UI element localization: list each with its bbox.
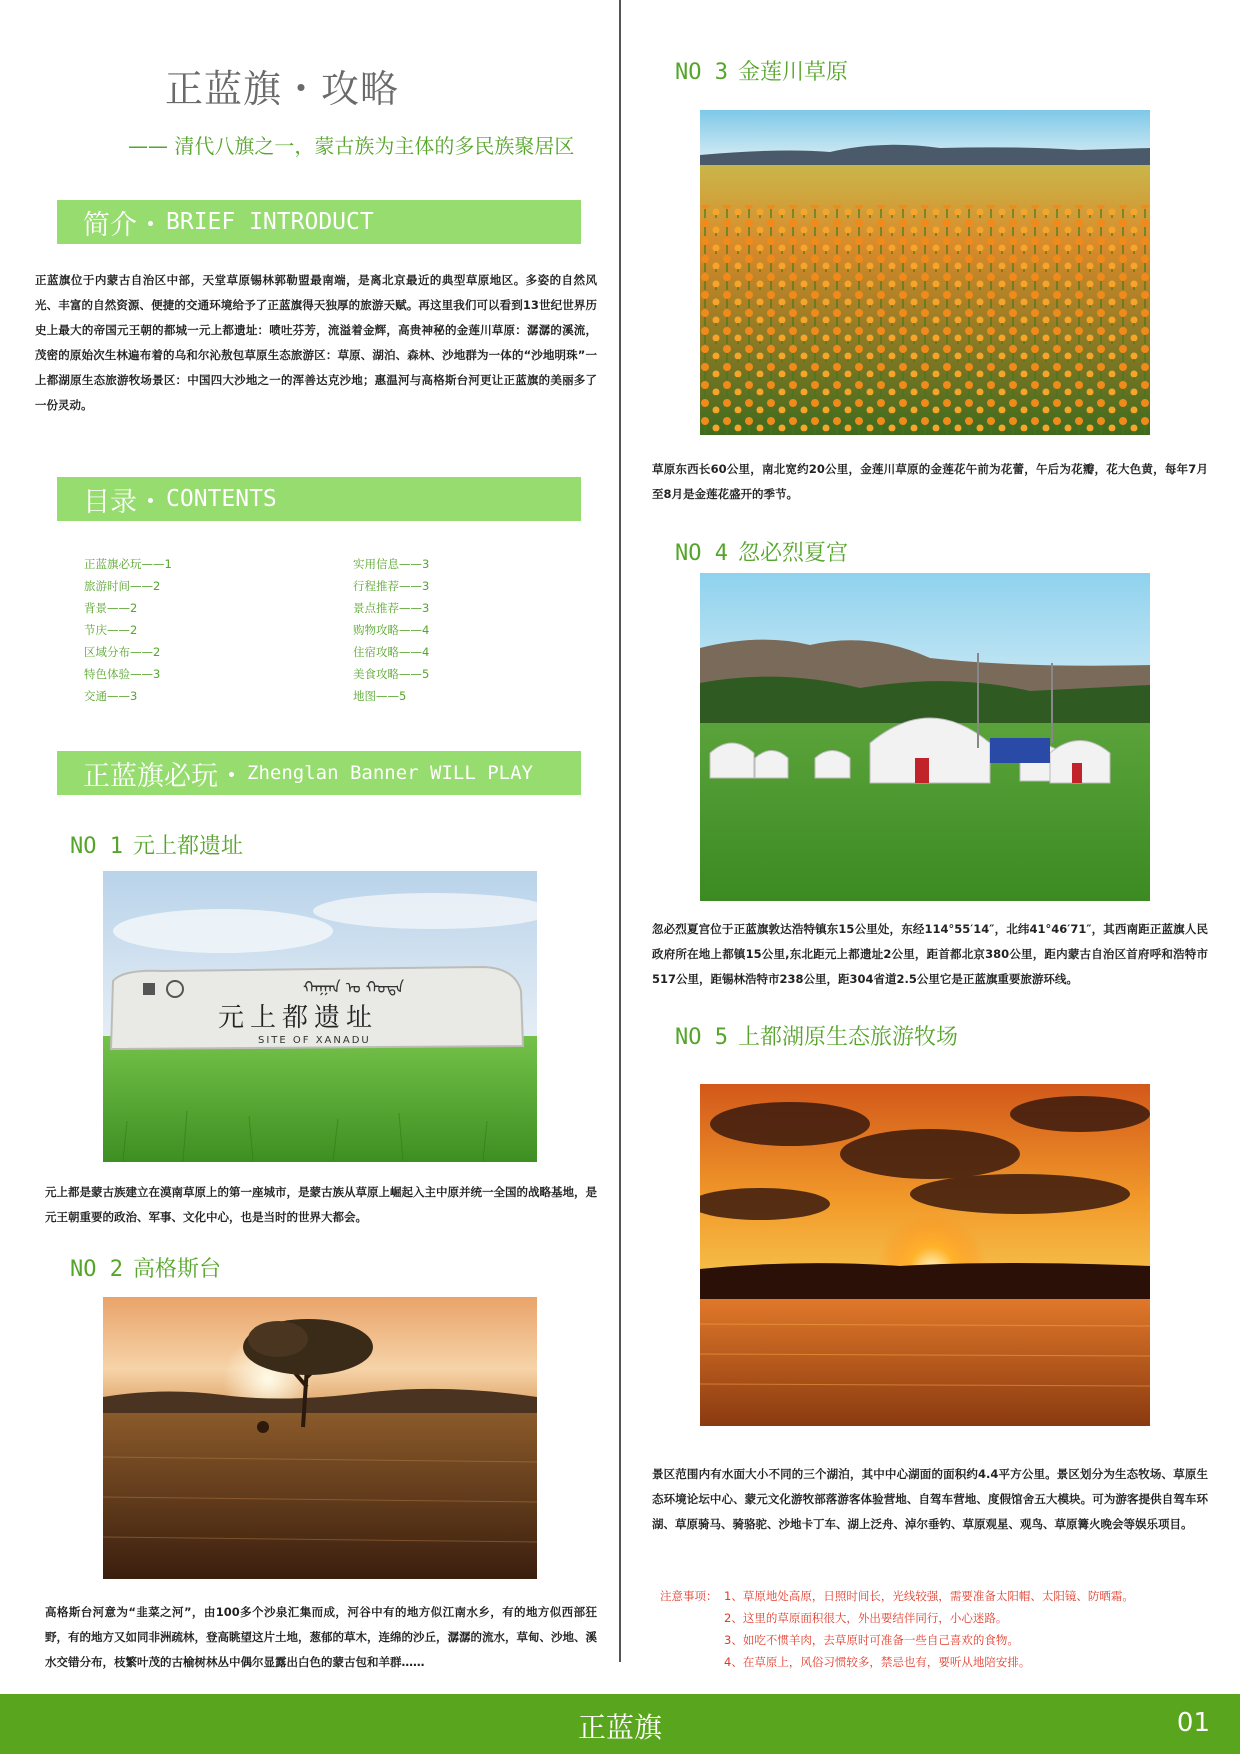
toc-item[interactable]: 购物攻略——4 bbox=[353, 623, 430, 637]
stone-chinese-text: 元上都遗址 bbox=[218, 1003, 379, 1033]
note-line-3: 3、如吃不惯羊肉，去草原时可准备一些自己喜欢的食物。 bbox=[724, 1633, 1019, 1647]
unesco-emblem-icon bbox=[143, 983, 155, 995]
item-5-number: NO 5 bbox=[675, 1025, 728, 1050]
intro-section-bar bbox=[57, 200, 581, 244]
page-subtitle: —— 清代八旗之一，蒙古族为主体的多民族聚居区 bbox=[128, 134, 575, 158]
must-play-heading-en: Zhenglan Banner WILL PLAY bbox=[247, 762, 533, 784]
intro-heading-zh: 简介・ bbox=[83, 209, 164, 241]
item-3-heading bbox=[675, 55, 848, 86]
item-1-heading bbox=[70, 829, 243, 860]
page-number: 01 bbox=[1176, 1708, 1210, 1738]
toc-item[interactable]: 实用信息——3 bbox=[353, 557, 430, 571]
toc-item[interactable]: 正蓝旗必玩——1 bbox=[84, 557, 172, 571]
stone-english-text: SITE OF XANADU bbox=[258, 1035, 371, 1046]
column-divider bbox=[619, 0, 621, 1662]
contents-heading-en: CONTENTS bbox=[166, 486, 277, 512]
item-5-name: 上都湖原生态旅游牧场 bbox=[737, 1025, 958, 1050]
toc-item[interactable]: 地图——5 bbox=[353, 689, 407, 703]
item-4-text: 忽必烈夏宫位于正蓝旗敦达浩特镇东15公里处，东经114°55′14″，北纬41°46′71″，其西南距正蓝旗人民政府所在地上都镇15公里,东北距元上都遗址2公里，距首都北京380公里，距内蒙古自治区首府呼和浩特市517公里，距锡林浩特市238公里，距304省道2.5公里它是正蓝旗重要旅游环线。 bbox=[652, 922, 1208, 986]
item-3-text: 草原东西长60公里，南北宽约20公里，金莲川草原的金莲花午前为花蕾，午后为花瓣，花大色黄，每年7月至8月是金莲花盛开的季节。 bbox=[652, 462, 1208, 501]
toc-left-column bbox=[84, 553, 172, 707]
contents-heading-zh: 目录・ bbox=[83, 486, 164, 518]
toc-item[interactable]: 旅游时间——2 bbox=[84, 579, 161, 593]
jinlianchuan-photo bbox=[700, 110, 1150, 435]
toc-item[interactable]: 区域分布——2 bbox=[84, 645, 161, 659]
item-2-number: NO 2 bbox=[70, 1257, 123, 1282]
stone-mongolian-text: ᠬᠠᠭᠠᠨ ᠤ ᠬᠣᠲᠠ bbox=[303, 978, 405, 997]
toc-item[interactable]: 美食攻略——5 bbox=[353, 667, 430, 681]
item-5-heading bbox=[675, 1020, 958, 1051]
summer-palace-photo bbox=[700, 573, 1150, 901]
toc-item[interactable]: 背景——2 bbox=[84, 601, 138, 615]
toc-item[interactable]: 节庆——2 bbox=[84, 623, 138, 637]
toc-item[interactable]: 交通——3 bbox=[84, 689, 138, 703]
note-line-2: 2、这里的草原面积很大，外出要结伴同行，小心迷路。 bbox=[724, 1611, 1008, 1625]
shangdu-lake-photo bbox=[700, 1084, 1150, 1426]
must-play-heading-zh: 正蓝旗必玩・ bbox=[83, 760, 245, 792]
toc-right-column bbox=[353, 553, 429, 707]
item-4-heading bbox=[675, 536, 848, 567]
toc-item[interactable]: 特色体验——3 bbox=[84, 667, 161, 681]
item-4-name: 忽必烈夏宫 bbox=[737, 541, 848, 566]
item-1-text: 元上都是蒙古族建立在漠南草原上的第一座城市，是蒙古族从草原上崛起入主中原并统一全国的战略基地，是元王朝重要的政治、军事、文化中心，也是当时的世界大都会。 bbox=[45, 1185, 597, 1224]
toc-item[interactable]: 住宿攻略——4 bbox=[353, 645, 430, 659]
item-2-name: 高格斯台 bbox=[132, 1257, 221, 1282]
xanadu-site-photo bbox=[103, 871, 537, 1162]
gaogesitai-photo bbox=[103, 1297, 537, 1579]
item-1-name: 元上都遗址 bbox=[132, 834, 243, 859]
toc-item[interactable]: 行程推荐——3 bbox=[353, 579, 430, 593]
note-line-1: 1、草原地处高原，日照时间长，光线较强，需要准备太阳帽、太阳镜、防晒霜。 bbox=[724, 1589, 1134, 1603]
item-3-number: NO 3 bbox=[675, 60, 728, 85]
notes-label: 注意事项： bbox=[660, 1589, 718, 1603]
page-title: 正蓝旗・攻略 bbox=[165, 67, 400, 111]
intro-heading-en: BRIEF INTRODUCT bbox=[166, 209, 374, 235]
must-play-section-bar bbox=[57, 751, 581, 795]
intro-text: 正蓝旗位于内蒙古自治区中部，天堂草原锡林郭勒盟最南端，是离北京最近的典型草原地区。多姿的自然风光、丰富的自然资源、便捷的交通环境给予了正蓝旗得天独厚的旅游天赋。再这里我们可以看到13世纪世界历史上最大的帝国元王朝的都城一元上都遗址：喷吐芬芳，流溢着金辉，高贵神秘的金莲川草原：潺潺的溪流，茂密的原始次生林遍布着的乌和尔沁敖包草原生态旅游区：草原、湖泊、森林、沙地群为一体的“沙地明珠”一上都湖原生态旅游牧场景区：中国四大沙地之一的浑善达克沙地；惠温河与高格斯台河更让正蓝旗的美丽多了一份灵动。 bbox=[35, 273, 597, 412]
item-5-text: 景区范围内有水面大小不同的三个湖泊，其中中心湖面的面积约4.4平方公里。景区划分为生态牧场、草原生态环境论坛中心、蒙元文化游牧部落游客体验营地、自驾车营地、度假馆舍五大模块。可为游客提供自驾车环湖、草原骑马、骑骆驼、沙地卡丁车、湖上泛舟、淖尔垂钓、草原观星、观鸟、草原篝火晚会等娱乐项目。 bbox=[652, 1467, 1208, 1531]
item-3-name: 金莲川草原 bbox=[737, 60, 848, 85]
footer-title: 正蓝旗 bbox=[577, 1711, 662, 1744]
contents-section-bar bbox=[57, 477, 581, 521]
item-2-text: 高格斯台河意为“韭菜之河”，由100多个沙泉汇集而成，河谷中有的地方似江南水乡，有的地方似西部狂野，有的地方又如同非洲疏林，登高眺望这片土地，葱郁的草木，连绵的沙丘，潺潺的流水，草甸、沙地、溪水交错分布，枝繁叶茂的古榆树林丛中偶尔显露出白色的蒙古包和羊群…… bbox=[45, 1605, 597, 1669]
note-line-4: 4、在草原上，风俗习惯较多，禁忌也有，要听从地陪安排。 bbox=[724, 1655, 1031, 1669]
item-4-number: NO 4 bbox=[675, 541, 728, 566]
page-footer bbox=[0, 1694, 1240, 1754]
toc-item[interactable]: 景点推荐——3 bbox=[353, 601, 430, 615]
item-1-number: NO 1 bbox=[70, 834, 123, 859]
item-2-heading bbox=[70, 1252, 221, 1283]
